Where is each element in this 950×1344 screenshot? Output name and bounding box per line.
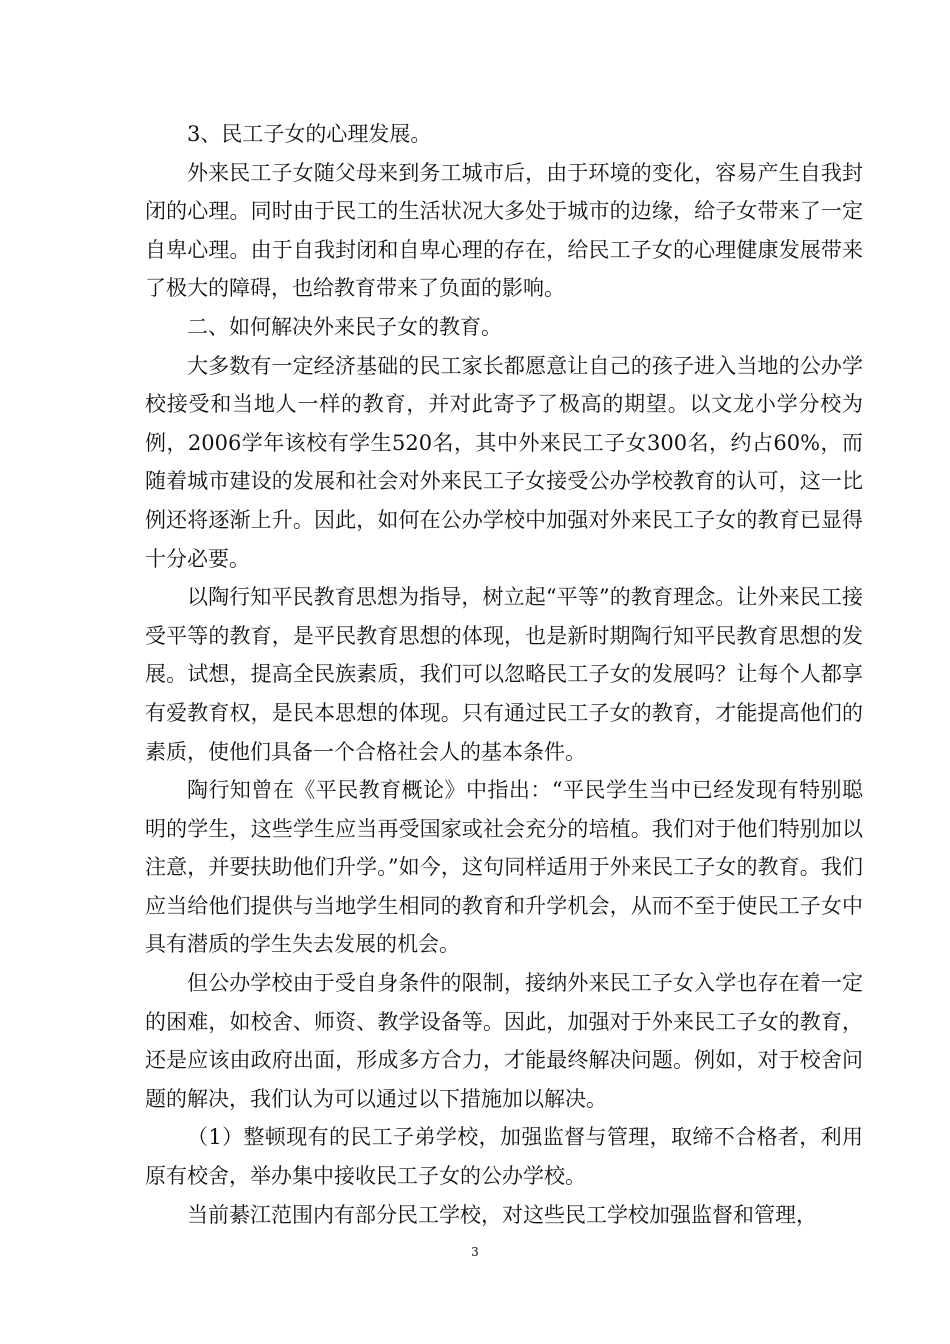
paragraph: （1）整顿现有的民工子弟学校，加强监督与管理，取缔不合格者，利用原有校舍，举办集中接收民工子女的公办学校。 [145,1125,863,1189]
page-number: 3 [471,1245,479,1259]
paragraph: 当前綦江范围内有部分民工学校，对这些民工学校加强监督和管理， [187,1202,817,1227]
paragraph: 陶行知曾在《平民教育概论》中指出：“平民学生当中已经发现有特别聪明的学生，这些学生应当再受国家或社会充分的培植。我们对于他们特别加以注意，并要扶助他们升学。”如今，这句同样适用于外来民工子女的教育。我们应当给他们提供与当地学生相同的教育和升学机会，从而不至于使民工子女中具有潜质的学生失去发展的机会。 [145,778,863,957]
paragraph-heading-3: 3、民工子女的心理发展。 [187,122,432,146]
section-heading-2: 二、如何解决外来民子女的教育。 [187,314,502,339]
paragraph: 以陶行知平民教育思想为指导，树立起“平等”的教育理念。让外来民工接受平等的教育，是平民教育思想的体现，也是新时期陶行知平民教育思想的发展。试想，提高全民族素质，我们可以忽略民工子女的发展吗？让每个人都享有爱教育权，是民本思想的体现。只有通过民工子女的教育，才能提高他们的素质，使他们具备一个合格社会人的基本条件。 [145,585,863,764]
body-text [145,115,863,1234]
paragraph: 但公办学校由于受自身条件的限制，接纳外来民工子女入学也存在着一定的困难，如校舍、师资、教学设备等。因此，加强对于外来民工子女的教育，还是应该由政府出面，形成多方合力，才能最终解决问题。例如，对于校舍问题的解决，我们认为可以通过以下措施加以解决。 [145,971,863,1111]
paragraph: 外来民工子女随父母来到务工城市后，由于环境的变化，容易产生自我封闭的心理。同时由于民工的生活状况大多处于城市的边缘，给子女带来了一定自卑心理。由于自我封闭和自卑心理的存在，给民工子女的心理健康发展带来了极大的障碍，也给教育带来了负面的影响。 [145,160,863,301]
paragraph: 大多数有一定经济基础的民工家长都愿意让自己的孩子进入当地的公办学校接受和当地人一样的教育，并对此寄予了极高的期望。以文龙小学分校为例，2006学年该校有学生520名，其中外来民工子女300名，约占60%，而随着城市建设的发展和社会对外来民工子女接受公办学校教育的认可，这一比例还将逐渐上升。因此，如何在公办学校中加强对外来民工子女的教育已显得十分必要。 [145,353,863,571]
